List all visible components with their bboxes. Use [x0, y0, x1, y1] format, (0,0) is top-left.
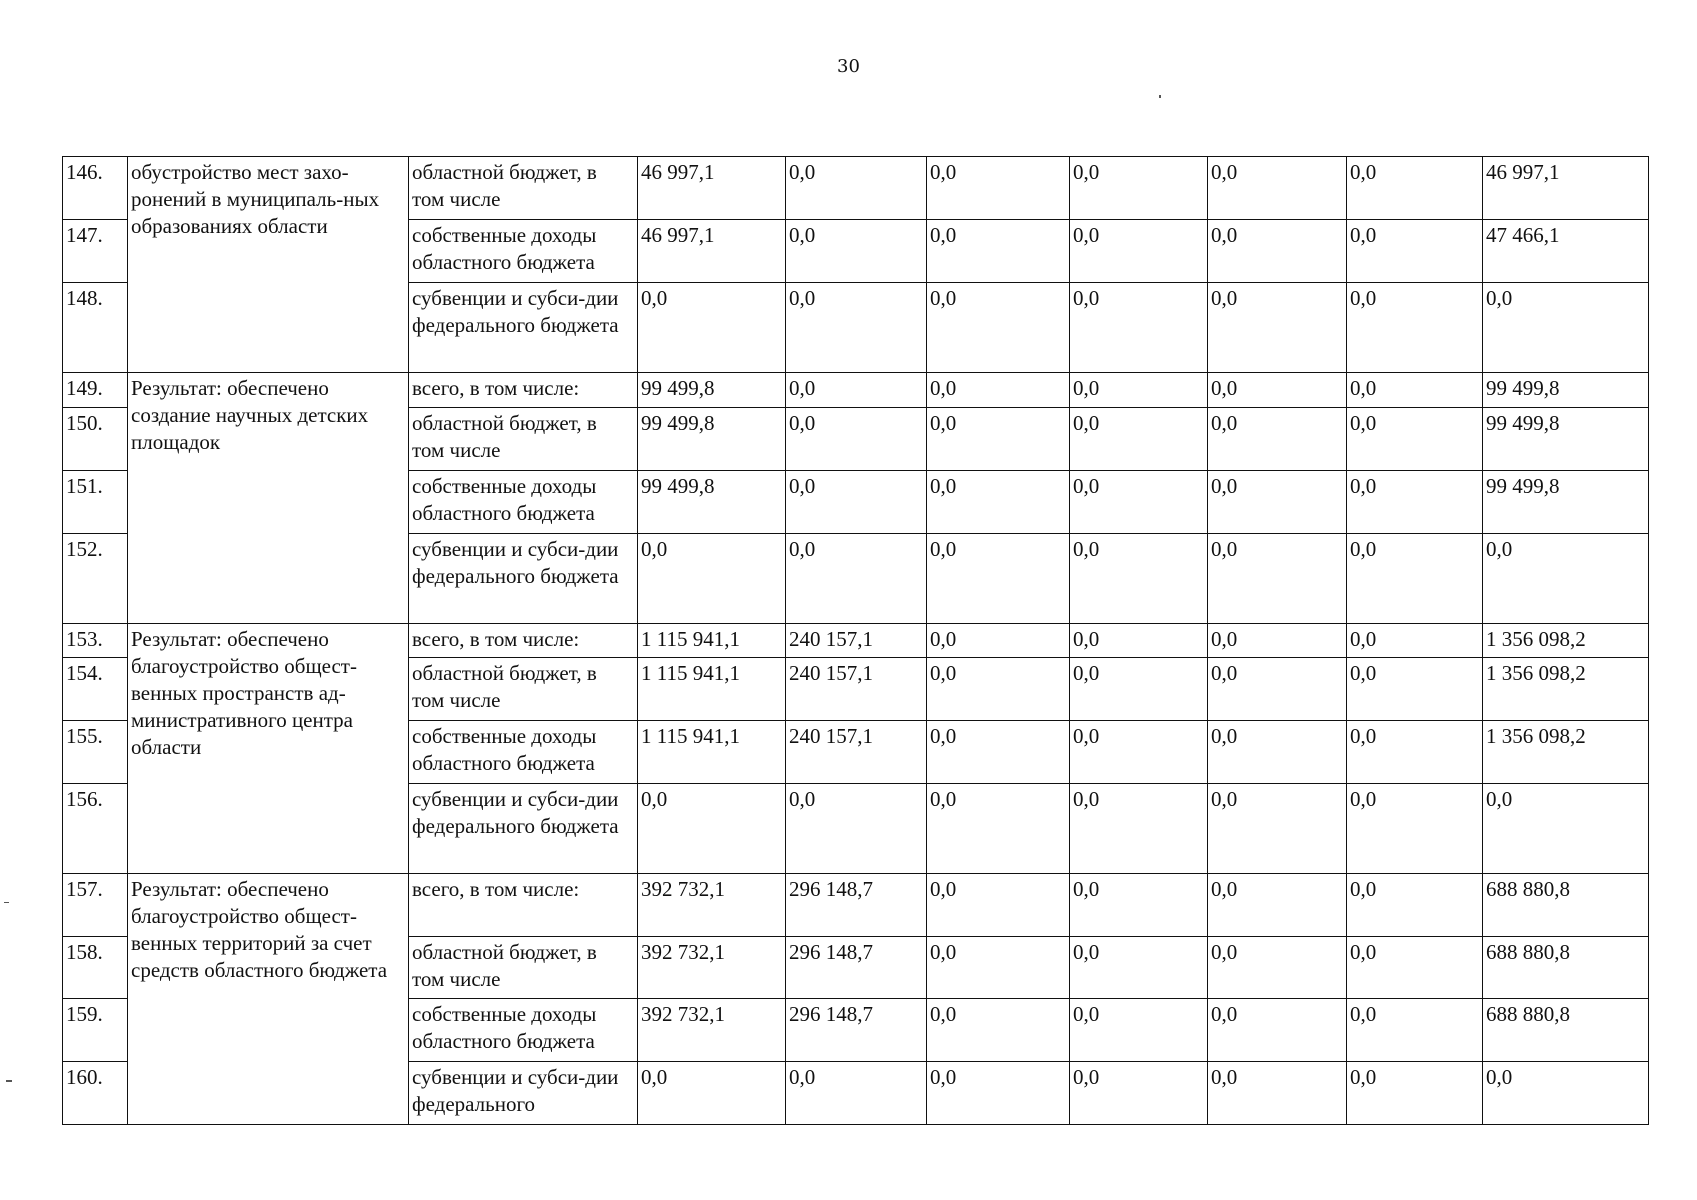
total-value: 1 356 098,2	[1483, 721, 1649, 784]
year-value: 0,0	[927, 874, 1070, 937]
funding-source: всего, в том числе:	[409, 624, 638, 658]
year-value: 0,0	[927, 408, 1070, 471]
year-value: 0,0	[927, 1062, 1070, 1125]
row-number: 148.	[63, 283, 128, 373]
year-value: 0,0	[927, 373, 1070, 408]
year-value: 0,0	[1347, 1062, 1483, 1125]
row-number: 149.	[63, 373, 128, 408]
year-value: 0,0	[1070, 283, 1208, 373]
year-value: 0,0	[1070, 999, 1208, 1062]
funding-source: областной бюджет, в том числе	[409, 408, 638, 471]
scan-mark	[4, 902, 9, 903]
year-value: 0,0	[1347, 157, 1483, 220]
year-value: 0,0	[927, 220, 1070, 283]
year-value: 0,0	[1208, 658, 1347, 721]
year-value: 0,0	[1208, 220, 1347, 283]
row-number: 153.	[63, 624, 128, 658]
year-value: 296 148,7	[786, 999, 927, 1062]
year-value: 0,0	[927, 283, 1070, 373]
activity-description: обустройство мест захо-ронений в муниципаль-ных образованиях области	[128, 157, 409, 373]
row-number: 146.	[63, 157, 128, 220]
year-value: 0,0	[1347, 471, 1483, 534]
year-value: 0,0	[786, 534, 927, 624]
year-value: 0,0	[927, 658, 1070, 721]
year-value: 1 115 941,1	[638, 721, 786, 784]
year-value: 46 997,1	[638, 157, 786, 220]
year-value: 0,0	[1070, 721, 1208, 784]
funding-source: всего, в том числе:	[409, 373, 638, 408]
total-value: 688 880,8	[1483, 999, 1649, 1062]
year-value: 0,0	[1070, 373, 1208, 408]
budget-table	[62, 156, 1649, 1125]
row-number: 158.	[63, 937, 128, 999]
total-value: 0,0	[1483, 534, 1649, 624]
year-value: 0,0	[1070, 624, 1208, 658]
total-value: 0,0	[1483, 283, 1649, 373]
year-value: 0,0	[1208, 784, 1347, 874]
year-value: 0,0	[1208, 373, 1347, 408]
year-value: 296 148,7	[786, 937, 927, 999]
year-value: 0,0	[1208, 624, 1347, 658]
year-value: 0,0	[927, 999, 1070, 1062]
total-value: 46 997,1	[1483, 157, 1649, 220]
total-value: 47 466,1	[1483, 220, 1649, 283]
activity-description: Результат: обеспечено благоустройство общест-венных территорий за счет средств областного бюджета	[128, 874, 409, 1125]
year-value: 0,0	[1208, 999, 1347, 1062]
row-number: 151.	[63, 471, 128, 534]
funding-source: собственные доходы областного бюджета	[409, 721, 638, 784]
row-number: 155.	[63, 721, 128, 784]
year-value: 0,0	[1347, 999, 1483, 1062]
funding-source: субвенции и субси-дии федерального бюджета	[409, 283, 638, 373]
year-value: 0,0	[1347, 220, 1483, 283]
funding-source: областной бюджет, в том числе	[409, 157, 638, 220]
year-value: 240 157,1	[786, 721, 927, 784]
total-value: 1 356 098,2	[1483, 624, 1649, 658]
year-value: 0,0	[1347, 874, 1483, 937]
year-value: 0,0	[1347, 784, 1483, 874]
total-value: 688 880,8	[1483, 937, 1649, 999]
year-value: 0,0	[1070, 658, 1208, 721]
year-value: 0,0	[1070, 1062, 1208, 1125]
year-value: 0,0	[927, 784, 1070, 874]
funding-source: областной бюджет, в том числе	[409, 658, 638, 721]
year-value: 0,0	[1070, 534, 1208, 624]
funding-source: собственные доходы областного бюджета	[409, 220, 638, 283]
year-value: 392 732,1	[638, 999, 786, 1062]
year-value: 0,0	[1070, 471, 1208, 534]
total-value: 0,0	[1483, 784, 1649, 874]
activity-description: Результат: обеспечено создание научных детских площадок	[128, 373, 409, 624]
row-number: 147.	[63, 220, 128, 283]
year-value: 0,0	[1208, 408, 1347, 471]
scan-mark	[1159, 95, 1161, 98]
year-value: 0,0	[1208, 534, 1347, 624]
year-value: 1 115 941,1	[638, 658, 786, 721]
row-number: 154.	[63, 658, 128, 721]
year-value: 46 997,1	[638, 220, 786, 283]
total-value: 99 499,8	[1483, 373, 1649, 408]
year-value: 0,0	[1208, 874, 1347, 937]
scan-mark	[6, 1080, 12, 1082]
table-row	[63, 157, 1649, 220]
funding-source: субвенции и субси-дии федерального	[409, 1062, 638, 1125]
year-value: 99 499,8	[638, 408, 786, 471]
year-value: 0,0	[786, 408, 927, 471]
year-value: 0,0	[1347, 658, 1483, 721]
year-value: 0,0	[927, 721, 1070, 784]
funding-source: областной бюджет, в том числе	[409, 937, 638, 999]
year-value: 0,0	[638, 534, 786, 624]
year-value: 0,0	[1208, 283, 1347, 373]
table-row	[63, 624, 1649, 658]
year-value: 0,0	[1070, 408, 1208, 471]
year-value: 0,0	[1208, 721, 1347, 784]
year-value: 0,0	[786, 1062, 927, 1125]
year-value: 392 732,1	[638, 874, 786, 937]
year-value: 1 115 941,1	[638, 624, 786, 658]
year-value: 0,0	[786, 373, 927, 408]
funding-source: субвенции и субси-дии федерального бюджета	[409, 534, 638, 624]
total-value: 1 356 098,2	[1483, 658, 1649, 721]
year-value: 0,0	[1208, 937, 1347, 999]
year-value: 0,0	[638, 283, 786, 373]
total-value: 688 880,8	[1483, 874, 1649, 937]
year-value: 0,0	[1070, 784, 1208, 874]
year-value: 392 732,1	[638, 937, 786, 999]
table-row	[63, 373, 1649, 408]
total-value: 99 499,8	[1483, 471, 1649, 534]
funding-source: собственные доходы областного бюджета	[409, 471, 638, 534]
page-number: 30	[837, 56, 860, 77]
year-value: 0,0	[927, 534, 1070, 624]
total-value: 99 499,8	[1483, 408, 1649, 471]
funding-source: собственные доходы областного бюджета	[409, 999, 638, 1062]
year-value: 0,0	[638, 1062, 786, 1125]
year-value: 240 157,1	[786, 658, 927, 721]
funding-source: всего, в том числе:	[409, 874, 638, 937]
year-value: 0,0	[786, 157, 927, 220]
year-value: 0,0	[786, 784, 927, 874]
row-number: 152.	[63, 534, 128, 624]
year-value: 0,0	[1347, 283, 1483, 373]
table-row	[63, 874, 1649, 937]
year-value: 0,0	[1347, 721, 1483, 784]
year-value: 0,0	[927, 624, 1070, 658]
total-value: 0,0	[1483, 1062, 1649, 1125]
year-value: 0,0	[1347, 624, 1483, 658]
row-number: 157.	[63, 874, 128, 937]
year-value: 0,0	[1070, 157, 1208, 220]
row-number: 160.	[63, 1062, 128, 1125]
table-body	[63, 157, 1649, 1125]
row-number: 150.	[63, 408, 128, 471]
year-value: 0,0	[1070, 874, 1208, 937]
year-value: 240 157,1	[786, 624, 927, 658]
year-value: 0,0	[1347, 408, 1483, 471]
year-value: 0,0	[1347, 937, 1483, 999]
year-value: 0,0	[927, 471, 1070, 534]
row-number: 156.	[63, 784, 128, 874]
year-value: 0,0	[638, 784, 786, 874]
year-value: 0,0	[1208, 471, 1347, 534]
year-value: 0,0	[1208, 1062, 1347, 1125]
year-value: 0,0	[1208, 157, 1347, 220]
year-value: 99 499,8	[638, 373, 786, 408]
row-number: 159.	[63, 999, 128, 1062]
year-value: 0,0	[1070, 220, 1208, 283]
year-value: 0,0	[786, 471, 927, 534]
activity-description: Результат: обеспечено благоустройство общест-венных пространств ад-министративного центра области	[128, 624, 409, 874]
funding-source: субвенции и субси-дии федерального бюджета	[409, 784, 638, 874]
year-value: 0,0	[786, 283, 927, 373]
year-value: 0,0	[1347, 534, 1483, 624]
year-value: 0,0	[786, 220, 927, 283]
year-value: 0,0	[1070, 937, 1208, 999]
year-value: 0,0	[1347, 373, 1483, 408]
year-value: 99 499,8	[638, 471, 786, 534]
year-value: 0,0	[927, 937, 1070, 999]
year-value: 296 148,7	[786, 874, 927, 937]
year-value: 0,0	[927, 157, 1070, 220]
